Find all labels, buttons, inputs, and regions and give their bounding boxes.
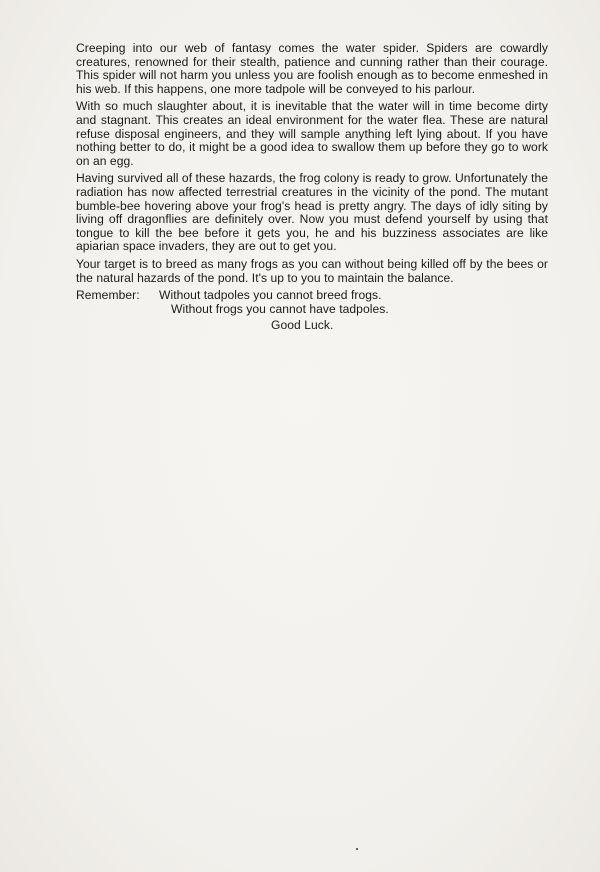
closing-good-luck: Good Luck. bbox=[271, 318, 334, 333]
paragraph-bumble-bee: Having survived all of these hazards, the frog colony is ready to grow. Unfortunately the radiation has now affected terrestrial creatures in the vicinity of the pond. The mutant bumble-bee hovering above your frog's head is pretty angry. The days of idly siting by living off dragonflies are definitely over. Now you must defend yourself by using that tongue to kill the bee before it gets you, he and his buzziness associates are like apiarian space invaders, they are out to get you. bbox=[76, 171, 548, 254]
paragraph-water-flea: With so much slaughter about, it is inevitable that the water will in time become dirty and stagnant. This creates an ideal environment for the water flea. These are natural refuse disposal engineers, and they will sample anything left lying about. If you have nothing better to do, it might be a good idea to swallow them up before they go to work on an egg. bbox=[76, 99, 548, 168]
remember-label: Remember: bbox=[76, 288, 140, 303]
paper-speck bbox=[356, 848, 358, 850]
paragraph-water-spider: Creeping into our web of fantasy comes the water spider. Spiders are cowardly creatures, renowned for their stealth, patience and cunning rather than their courage. This spider will not harm you unless you are foolish enough as to become enmeshed in his web. If this happens, one more tadpole will be conveyed to his parlour. bbox=[76, 41, 548, 96]
remember-block bbox=[76, 289, 548, 316]
remember-line-1: Without tadpoles you cannot breed frogs. bbox=[159, 288, 382, 303]
remember-line-2: Without frogs you cannot have tadpoles. bbox=[171, 301, 389, 316]
remember-lines bbox=[159, 289, 548, 316]
instructions-text bbox=[76, 42, 548, 333]
paragraph-target: Your target is to breed as many frogs as you can without being killed off by the bees or the natural hazards of the pond. It's up to you to maintain the balance. bbox=[76, 256, 548, 285]
